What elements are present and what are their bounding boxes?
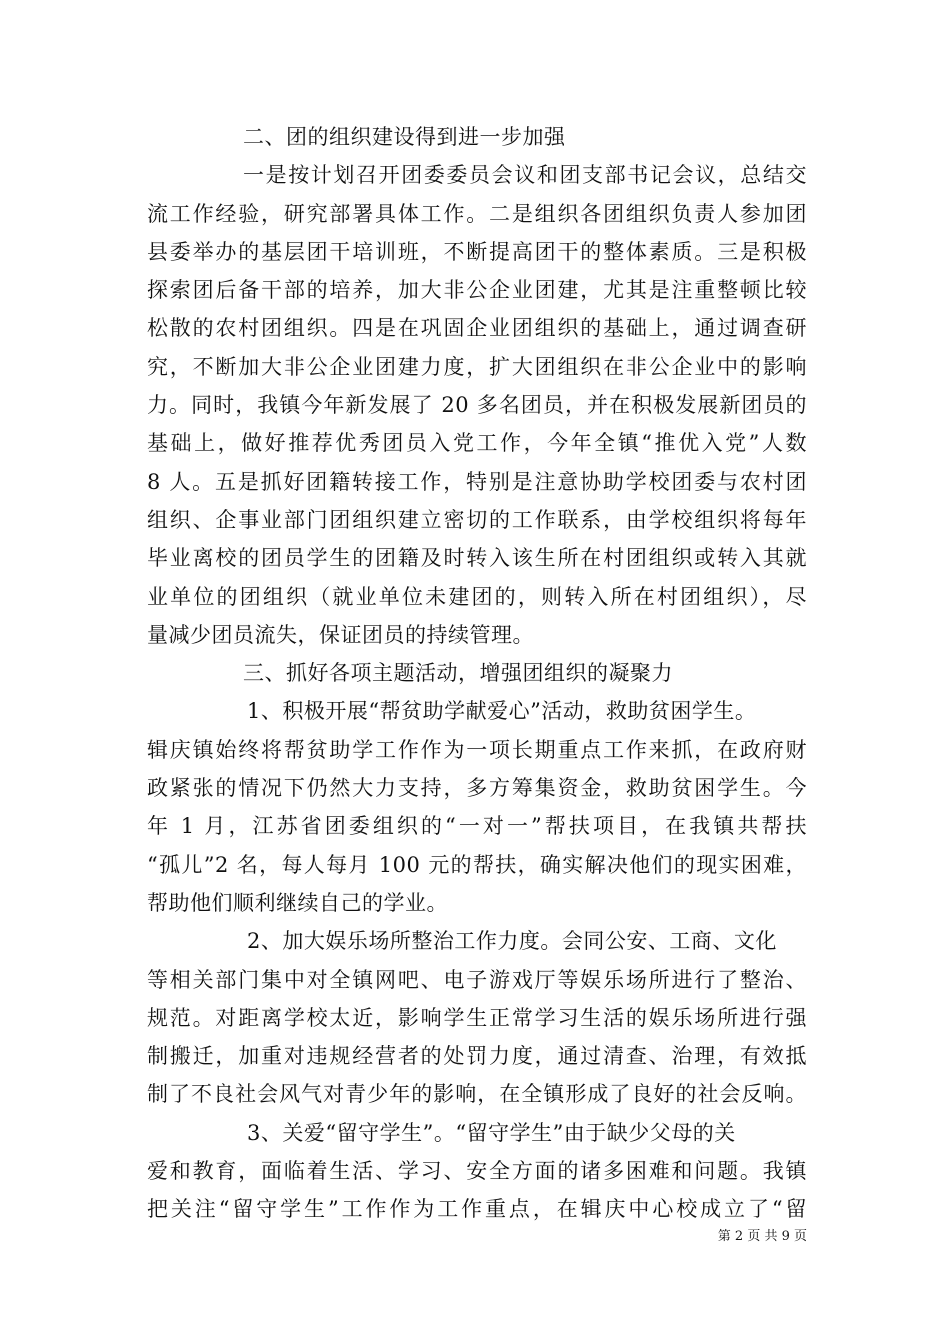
paragraph-line: 规范。对距离学校太近，影响学生正常学习生活的娱乐场所进行强 [147,1005,807,1030]
paragraph-line: 爱和教育，面临着生活、学习、安全方面的诸多困难和问题。我镇 [147,1159,807,1184]
page-number-footer: 第 2 页 共 9 页 [717,1229,807,1244]
paragraph-line: 探索团后备干部的培养，加大非公企业团建，尤其是注重整顿比较 [147,278,807,303]
paragraph-line: 毕业离校的团员学生的团籍及时转入该生所在村团组织或转入其就 [147,546,807,571]
paragraph-line: 等相关部门集中对全镇网吧、电子游戏厅等娱乐场所进行了整治、 [147,967,807,992]
paragraph-line: 政紧张的情况下仍然大力支持，多方筹集资金，救助贫困学生。今 [147,776,807,801]
paragraph-line: 县委举办的基层团干培训班，不断提高团干的整体素质。三是积极 [147,239,807,264]
paragraph-line: 1、积极开展“帮贫助学献爱心”活动，救助贫困学生。 [247,699,757,724]
paragraph-line: 量减少团员流失，保证团员的持续管理。 [147,622,534,647]
paragraph-line: 3、关爱“留守学生”。“留守学生”由于缺少父母的关 [247,1120,736,1145]
paragraph-line: 一是按计划召开团委委员会议和团支部书记会议，总结交 [243,163,807,188]
paragraph-line: 制搬迁，加重对违规经营者的处罚力度，通过清查、治理，有效抵 [147,1044,807,1069]
paragraph-line: 力。同时，我镇今年新发展了 20 多名团员，并在积极发展新团员的 [147,393,807,418]
paragraph-line: 基础上，做好推荐优秀团员入党工作，今年全镇“推优入党”人数 [147,431,807,456]
paragraph-line: 业单位的团组织（就业单位未建团的，则转入所在村团组织），尽 [147,584,807,609]
paragraph-line: 究，不断加大非公企业团建力度，扩大团组织在非公企业中的影响 [147,354,807,379]
paragraph-line: 年 1 月，江苏省团委组织的“一对一”帮扶项目，在我镇共帮扶 [147,814,807,839]
paragraph-line: 辑庆镇始终将帮贫助学工作作为一项长期重点工作来抓，在政府财 [147,737,807,762]
paragraph-line: 帮助他们顺利继续自己的学业。 [147,890,448,915]
paragraph-line: 组织、企事业部门团组织建立密切的工作联系，由学校组织将每年 [147,507,807,532]
paragraph-line: 制了不良社会风气对青少年的影响，在全镇形成了良好的社会反响。 [147,1082,807,1107]
document-body [147,118,807,1229]
paragraph-line: 把关注“留守学生”工作作为工作重点，在辑庆中心校成立了“留 [147,1197,807,1222]
section-heading-3: 三、抓好各项主题活动，增强团组织的凝聚力 [243,661,673,686]
paragraph-line: 2、加大娱乐场所整治工作力度。会同公安、工商、文化 [247,929,777,954]
paragraph-line: 流工作经验，研究部署具体工作。二是组织各团组织负责人参加团 [147,201,807,226]
section-heading-2: 二、团的组织建设得到进一步加强 [243,125,566,149]
paragraph-line: 8 人。五是抓好团籍转接工作，特别是注意协助学校团委与农村团 [147,469,807,494]
paragraph-line: “孤儿”2 名，每人每月 100 元的帮扶，确实解决他们的现实困难， [147,852,807,877]
paragraph-line: 松散的农村团组织。四是在巩固企业团组织的基础上，通过调查研 [147,316,807,341]
